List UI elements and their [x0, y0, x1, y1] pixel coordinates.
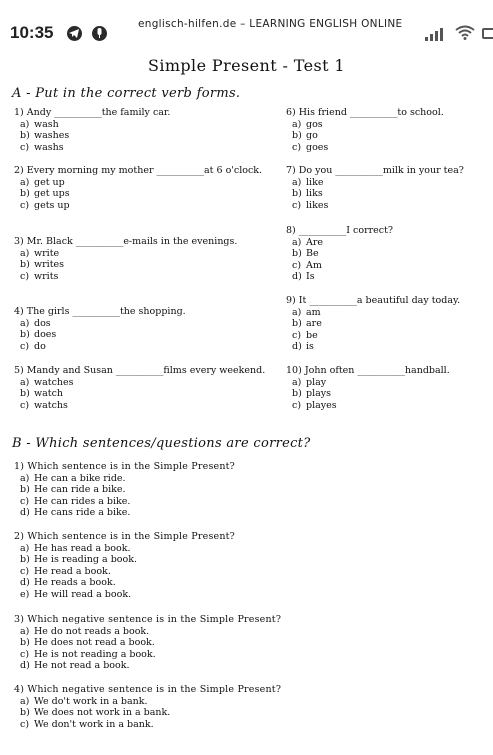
answer-option[interactable] [14, 660, 484, 672]
option-text: He do not reads a book. [34, 625, 150, 637]
option-text: writs [34, 270, 59, 282]
answer-option[interactable] [14, 496, 484, 508]
option-text: gos [306, 118, 323, 130]
option-letter: a) [292, 236, 302, 248]
option-text: Be [306, 248, 319, 260]
question-stem: 1) Andy __________the family car. [14, 107, 171, 118]
option-letter: c) [292, 399, 302, 411]
option-letter: a) [20, 625, 30, 637]
option-letter: b) [20, 388, 30, 400]
option-letter: d) [292, 341, 302, 353]
option-letter: b) [20, 554, 30, 566]
option-text: dos [34, 317, 51, 329]
answer-option[interactable] [14, 566, 484, 578]
question-stem: 4) Which negative sentence is in the Simple Present? [14, 684, 282, 695]
question [14, 236, 276, 282]
option-text: He has read a book. [34, 542, 131, 554]
answer-option[interactable] [14, 318, 276, 330]
option-letter: c) [20, 399, 30, 411]
option-letter: a) [292, 176, 302, 188]
answer-option[interactable] [14, 271, 276, 283]
answer-option[interactable] [286, 248, 491, 260]
wifi-icon [455, 25, 475, 44]
option-text: We do't work in a bank. [34, 695, 148, 707]
option-letter: a) [20, 118, 30, 130]
question [14, 165, 276, 211]
answer-option[interactable] [286, 200, 491, 212]
question-stem: 2) Which sentence is in the Simple Present? [14, 531, 235, 542]
option-letter: a) [20, 317, 30, 329]
question [286, 365, 491, 411]
option-text: liks [306, 188, 323, 200]
option-text: play [306, 376, 327, 388]
question [14, 684, 484, 730]
option-text: writes [34, 259, 65, 271]
option-letter: a) [292, 306, 302, 318]
question [286, 225, 491, 283]
clock: 10:35 [10, 23, 54, 42]
option-text: Is [306, 271, 315, 283]
question [14, 614, 484, 672]
option-letter: b) [20, 259, 30, 271]
option-text: get ups [34, 188, 70, 200]
option-letter: a) [20, 247, 30, 259]
option-letter: a) [292, 376, 302, 388]
answer-option[interactable] [286, 119, 491, 131]
answer-option[interactable] [14, 626, 484, 638]
answer-option[interactable] [286, 400, 491, 412]
option-text: Are [306, 236, 324, 248]
answer-option[interactable] [14, 377, 276, 389]
option-text: Am [306, 259, 322, 271]
answer-option[interactable] [286, 388, 491, 400]
option-letter: c) [20, 718, 30, 730]
option-letter: c) [292, 259, 302, 271]
question-stem: 10) John often __________handball. [286, 365, 450, 376]
option-letter: d) [20, 507, 30, 519]
question-stem: 8) __________I correct? [286, 225, 394, 236]
option-text: He reads a book. [34, 577, 116, 589]
option-text: is [306, 341, 314, 353]
option-text: watches [34, 376, 74, 388]
option-text: go [306, 130, 318, 142]
question [14, 531, 484, 601]
option-letter: b) [292, 318, 302, 330]
option-text: He not read a book. [34, 660, 130, 672]
option-letter: c) [20, 495, 30, 507]
option-letter: c) [292, 199, 302, 211]
battery-icon [482, 28, 493, 39]
option-letter: a) [292, 118, 302, 130]
option-text: like [306, 176, 324, 188]
option-text: goes [306, 141, 329, 153]
option-letter: c) [20, 340, 30, 352]
option-text: He can rides a bike. [34, 495, 131, 507]
answer-option[interactable] [14, 400, 276, 412]
question-stem: 3) Mr. Black __________e-mails in the evenings. [14, 236, 238, 247]
answer-option[interactable] [14, 142, 276, 154]
option-text: washes [34, 130, 70, 142]
answer-option[interactable] [14, 696, 484, 708]
option-letter: a) [20, 176, 30, 188]
answer-option[interactable] [14, 341, 276, 353]
answer-option[interactable] [14, 554, 484, 566]
answer-option[interactable] [14, 259, 276, 271]
option-text: wash [34, 118, 59, 130]
option-letter: b) [20, 329, 30, 341]
option-letter: a) [20, 695, 30, 707]
option-letter: b) [292, 188, 302, 200]
answer-option[interactable] [14, 589, 484, 601]
signal-icon [425, 26, 447, 45]
section-b-heading: B - Which sentences/questions are correct? [12, 436, 311, 451]
option-text: am [306, 306, 321, 318]
telegram-icon [67, 26, 82, 41]
question [286, 295, 491, 353]
option-text: He is reading a book. [34, 554, 138, 566]
option-letter: d) [292, 271, 302, 283]
option-text: He does not read a book. [34, 637, 155, 649]
option-letter: d) [20, 660, 30, 672]
option-text: He can a bike ride. [34, 472, 126, 484]
option-letter: b) [20, 130, 30, 142]
answer-option[interactable] [286, 260, 491, 272]
option-letter: b) [20, 484, 30, 496]
option-text: watchs [34, 399, 68, 411]
answer-option[interactable] [286, 271, 491, 283]
option-letter: b) [292, 248, 302, 260]
option-text: He read a book. [34, 565, 111, 577]
option-letter: c) [292, 329, 302, 341]
answer-option[interactable] [14, 707, 484, 719]
answer-option[interactable] [14, 329, 276, 341]
answer-option[interactable] [14, 484, 484, 496]
answer-option[interactable] [14, 200, 276, 212]
answer-option[interactable] [14, 719, 484, 731]
question [14, 461, 484, 519]
option-letter: c) [20, 141, 30, 153]
option-text: watch [34, 388, 64, 400]
option-text: write [34, 247, 60, 259]
page-title: Simple Present - Test 1 [147, 56, 346, 75]
question-stem: 2) Every morning my mother __________at 6 o'clock. [14, 165, 263, 176]
status-bar [0, 0, 493, 44]
answer-option[interactable] [286, 188, 491, 200]
answer-option[interactable] [286, 307, 491, 319]
option-text: get up [34, 176, 65, 188]
answer-option[interactable] [286, 318, 491, 330]
answer-option[interactable] [14, 188, 276, 200]
option-letter: a) [20, 472, 30, 484]
answer-option[interactable] [14, 577, 484, 589]
option-letter: a) [20, 376, 30, 388]
answer-option[interactable] [14, 177, 276, 189]
question [286, 107, 491, 153]
question-stem: 7) Do you __________milk in your tea? [286, 165, 464, 176]
question-stem: 4) The girls __________the shopping. [14, 306, 186, 317]
answer-option[interactable] [286, 330, 491, 342]
section-a-heading: A - Put in the correct verb forms. [12, 86, 241, 101]
option-text: does [34, 329, 57, 341]
answer-option[interactable] [14, 507, 484, 519]
question-stem: 3) Which negative sentence is in the Simple Present? [14, 614, 282, 625]
option-letter: c) [20, 270, 30, 282]
question [14, 365, 276, 411]
option-letter: b) [292, 388, 302, 400]
option-text: are [306, 318, 322, 330]
question-stem: 5) Mandy and Susan __________films every weekend. [14, 365, 266, 376]
answer-option[interactable] [14, 543, 484, 555]
option-text: plays [306, 388, 332, 400]
option-text: likes [306, 199, 329, 211]
option-text: playes [306, 399, 337, 411]
question-stem: 1) Which sentence is in the Simple Present? [14, 461, 235, 472]
option-letter: a) [20, 542, 30, 554]
answer-option[interactable] [14, 473, 484, 485]
option-letter: b) [20, 637, 30, 649]
option-letter: b) [20, 188, 30, 200]
answer-option[interactable] [14, 248, 276, 260]
question [286, 165, 491, 211]
option-letter: c) [20, 199, 30, 211]
option-letter: b) [292, 130, 302, 142]
option-text: He cans ride a bike. [34, 507, 131, 519]
answer-option[interactable] [286, 341, 491, 353]
answer-option[interactable] [14, 649, 484, 661]
option-text: gets up [34, 199, 70, 211]
question [14, 306, 276, 352]
option-text: do [34, 340, 46, 352]
question-stem: 6) His friend __________to school. [286, 107, 444, 118]
option-letter: c) [292, 141, 302, 153]
option-letter: e) [20, 588, 30, 600]
answer-option[interactable] [286, 130, 491, 142]
option-text: be [306, 329, 318, 341]
answer-option[interactable] [14, 130, 276, 142]
answer-option[interactable] [14, 637, 484, 649]
answer-option[interactable] [14, 119, 276, 131]
option-text: He is not reading a book. [34, 648, 156, 660]
option-text: washs [34, 141, 64, 153]
answer-option[interactable] [286, 237, 491, 249]
answer-option[interactable] [286, 142, 491, 154]
option-letter: b) [20, 707, 30, 719]
question-stem: 9) It __________a beautiful day today. [286, 295, 461, 306]
answer-option[interactable] [14, 388, 276, 400]
answer-option[interactable] [286, 177, 491, 189]
option-text: We don't work in a bank. [34, 718, 154, 730]
option-text: We does not work in a bank. [34, 707, 171, 719]
option-letter: c) [20, 648, 30, 660]
option-text: He can ride a bike. [34, 484, 126, 496]
option-letter: d) [20, 577, 30, 589]
site-header: englisch-hilfen.de – LEARNING ENGLISH ONLINE [138, 18, 403, 30]
option-letter: c) [20, 565, 30, 577]
option-text: He will read a book. [34, 588, 132, 600]
answer-option[interactable] [286, 377, 491, 389]
microphone-icon [92, 26, 107, 41]
question [14, 107, 276, 153]
